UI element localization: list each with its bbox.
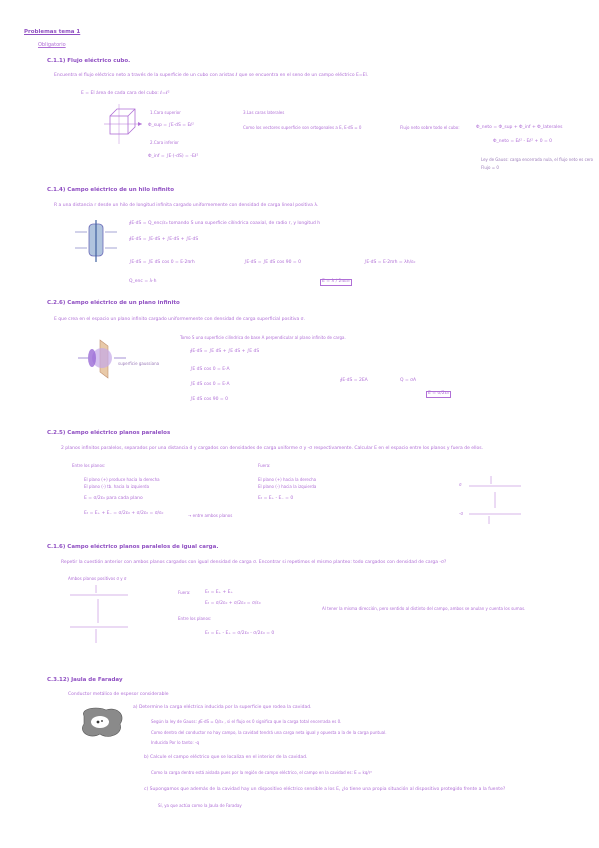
entre-arrow: → entre ambos planos <box>188 513 233 518</box>
wire-cylinder-diagram <box>75 220 117 262</box>
plane-b-label: -σ <box>459 511 463 516</box>
section-1-statement: Encuentra el flujo eléctrico neto a través de la superficie de un cubo con aristas ℓ que se encuentra en el seno de un campo eléctrico E=Eî. <box>54 73 369 78</box>
plane-gauss-note: Tomo S una superficie cilíndrica de base A perpendicular al plano infinito de carga. <box>180 335 346 340</box>
section-2-statement: R a una distancia r desde un hilo de longitud infinita cargado uniformemente con densidad de carga lineal positiva λ. <box>54 203 319 208</box>
flux-eq: Φ_neto = Φ_sup + Φ_inf + Φ_laterales <box>476 125 563 130</box>
density-note: Ambos planos positivos σ y σ <box>68 576 127 581</box>
answer-a-2: Como dentro del conductor no hay campo, la cavidad tendrá una carga neta igual y opuesta a la de la carga puntual. <box>151 730 387 735</box>
question-a: a) Determine la carga eléctrica inducida por la superficie que rodea la cavidad. <box>133 705 312 710</box>
flux-result: Φ_neto = Eℓ² - Eℓ² + 0 = 0 <box>493 139 553 144</box>
wire-eq-2: ∮E·dS = ∫E·dS + ∫E·dS + ∫E·dS <box>129 237 199 242</box>
section-5-statement: Repetir la cuestión anterior con ambos planos cargados con igual densidad de carga σ. Encontrar si repetimos el mismo planteo: todo cargados con densidad de carga -σ? <box>61 560 447 565</box>
flux-note: Flujo neto sobre todo el cubo: <box>400 125 460 130</box>
wire-eq-3c: ∫E·dS = E·2πrh = λh/ε₀ <box>364 260 416 265</box>
answer-c: Sí, ya que actúa como la Jaula de Faraday <box>158 803 242 808</box>
eq-superior: Φ_sup = ∫E·dS = Eℓ² <box>148 123 194 128</box>
plane-eq-2: ∫E dS cos 0 = E·A <box>190 367 230 372</box>
wire-eq-1: ∮E·dS = Q_enc/ε₀ tomando S una superficie cilíndrica coaxial, de radio r, y longitud h <box>129 221 321 226</box>
section-6-header: C.3.12) Jaula de Faraday <box>47 677 123 683</box>
section-4-statement: 2 planos infinitos paralelos, separados por una distancia d y cargados con densidades de carga uniforme σ y -σ respectivamente. Calcular E en el espacio entre los planos y fuera de ellos. <box>61 446 484 451</box>
entre-eq-2: Eₜ = E₊ + E₋ = σ/2ε₀ + σ/2ε₀ = σ/ε₀ <box>84 511 164 516</box>
plane-eq-4: ∫E dS cos 90 = 0 <box>190 397 228 402</box>
page-title: Problemas tema 1 <box>24 29 81 35</box>
eq-inferior: Φ_inf = ∫E·(-dS) = -Eℓ² <box>148 154 199 159</box>
caras-laterales-note: Como los vectores superficie son ortogonales a E, E·dS = 0 <box>243 125 362 130</box>
cara-inferior-label: 2.Cara inferior <box>150 140 179 145</box>
wire-result: E = λ / 2πε₀r <box>322 279 351 284</box>
gauss-law-note-2: Flujo = 0 <box>481 165 499 170</box>
section-1-given: E = Eî área de cada cara del cubo: ℓ=ℓ² <box>81 91 170 96</box>
equal-fuera-eq-1: Eₜ = E₊ + E₊ <box>205 590 233 595</box>
equal-planes-diagram <box>66 585 128 645</box>
entre-line-2: El plano (-) tb. hacia la izquierda <box>84 484 150 489</box>
plane-total: ∮E·dS = 2EA <box>340 378 368 383</box>
equal-fuera-label: Fuera: <box>178 590 191 595</box>
plane-gaussian-diagram <box>78 338 126 380</box>
fuera-eq: Eₜ = E₊ - E₋ = 0 <box>258 496 294 501</box>
equal-note: Al tener la misma dirección, pero sentido al distinto del campo, ambos se anulan y cuenta los sumas. <box>322 606 526 611</box>
section-5-header: C.1.6) Campo eléctrico planos paralelos de igual carga. <box>47 544 219 550</box>
wire-eq-3a: ∫E·dS = ∫E dS cos 0 = E·2πrh <box>129 260 195 265</box>
equal-entre-eq: Eₜ = E₊ - E₊ = σ/2ε₀ - σ/2ε₀ = 0 <box>205 631 275 636</box>
entre-eq-1: E = σ/2ε₀ para cada plano <box>84 496 143 501</box>
cube-diagram <box>104 104 142 144</box>
question-b: b) Calcule el campo eléctrico que se localiza en el interior de la cavidad. <box>144 755 308 760</box>
fuera-line-1: El plano (+) hacia la derecha <box>258 477 317 482</box>
equal-entre-label: Entre los planos: <box>178 616 212 621</box>
gauss-law-note: Ley de Gauss: carga encerrada nula, el flujo neto es cero <box>481 157 594 162</box>
answer-a-1: Según la ley de Gauss: ∮E·dS = Q/ε₀ , si el flujo es 0 significa que la carga total encerrada es 0. <box>151 719 342 724</box>
entre-line-1: El plano (+) produce hacia la derecha <box>84 477 160 482</box>
answer-a-3: Inducida Por lo tanto: -q <box>151 740 199 745</box>
section-6-sub: Conductor metálico de espesor considerable <box>68 692 169 697</box>
section-3-header: C.2.6) Campo eléctrico de un plano infinito <box>47 300 180 306</box>
equal-fuera-eq-2: Eₜ = σ/2ε₀ + σ/2ε₀ = σ/ε₀ <box>205 601 261 606</box>
plane-eq-1: ∮E·dS = ∫E dS + ∫E dS + ∫E dS <box>190 349 260 354</box>
fuera-label: Fuera: <box>258 463 271 468</box>
wire-qenc: Q_enc = λ·h <box>129 279 157 284</box>
plane-a-label: σ <box>459 482 462 487</box>
cara-superior-label: 1.Cara superior <box>150 110 181 115</box>
question-c: c) Supongamos que además de la cavidad hay un dispositivo eléctrico sensible a los E, ¿lo tiene una propia situación al dispositivo protegido frente a la fuente? <box>144 787 506 792</box>
fuera-line-2: El plano (-) hacia la izquierda <box>258 484 317 489</box>
section-4-header: C.2.5) Campo eléctrico planos paralelos <box>47 430 171 436</box>
parallel-planes-diagram <box>465 468 521 524</box>
page-subtitle: Obligatorio <box>38 42 66 48</box>
section-3-statement: E que crea en el espacio un plano infinito cargado uniformemente con densidad de carga superficial positiva σ. <box>54 317 305 322</box>
section-1-header: C.1.1) Flujo eléctrico cubo. <box>47 58 131 64</box>
section-2-header: C.1.4) Campo eléctrico de un hilo infinito <box>47 187 174 193</box>
plane-result: E = σ/2ε₀ <box>428 391 449 396</box>
plane-eq-3: ∫E dS cos 0 = E·A <box>190 382 230 387</box>
caras-laterales-label: 3.Las caras laterales <box>243 110 285 115</box>
faraday-cage-diagram <box>78 706 126 740</box>
entre-label: Entre los planos: <box>72 463 106 468</box>
plane-qenc: Q = σA <box>400 378 417 383</box>
wire-eq-3b: ∫E·dS = ∫E dS cos 90 = 0 <box>244 260 301 265</box>
gaussian-surface-label: superficie gaussiana <box>118 361 160 366</box>
answer-b: Como la carga dentro está aislada pues por la región de campo eléctrico, el campo en la cavidad es: E = kq/r² <box>151 770 372 775</box>
